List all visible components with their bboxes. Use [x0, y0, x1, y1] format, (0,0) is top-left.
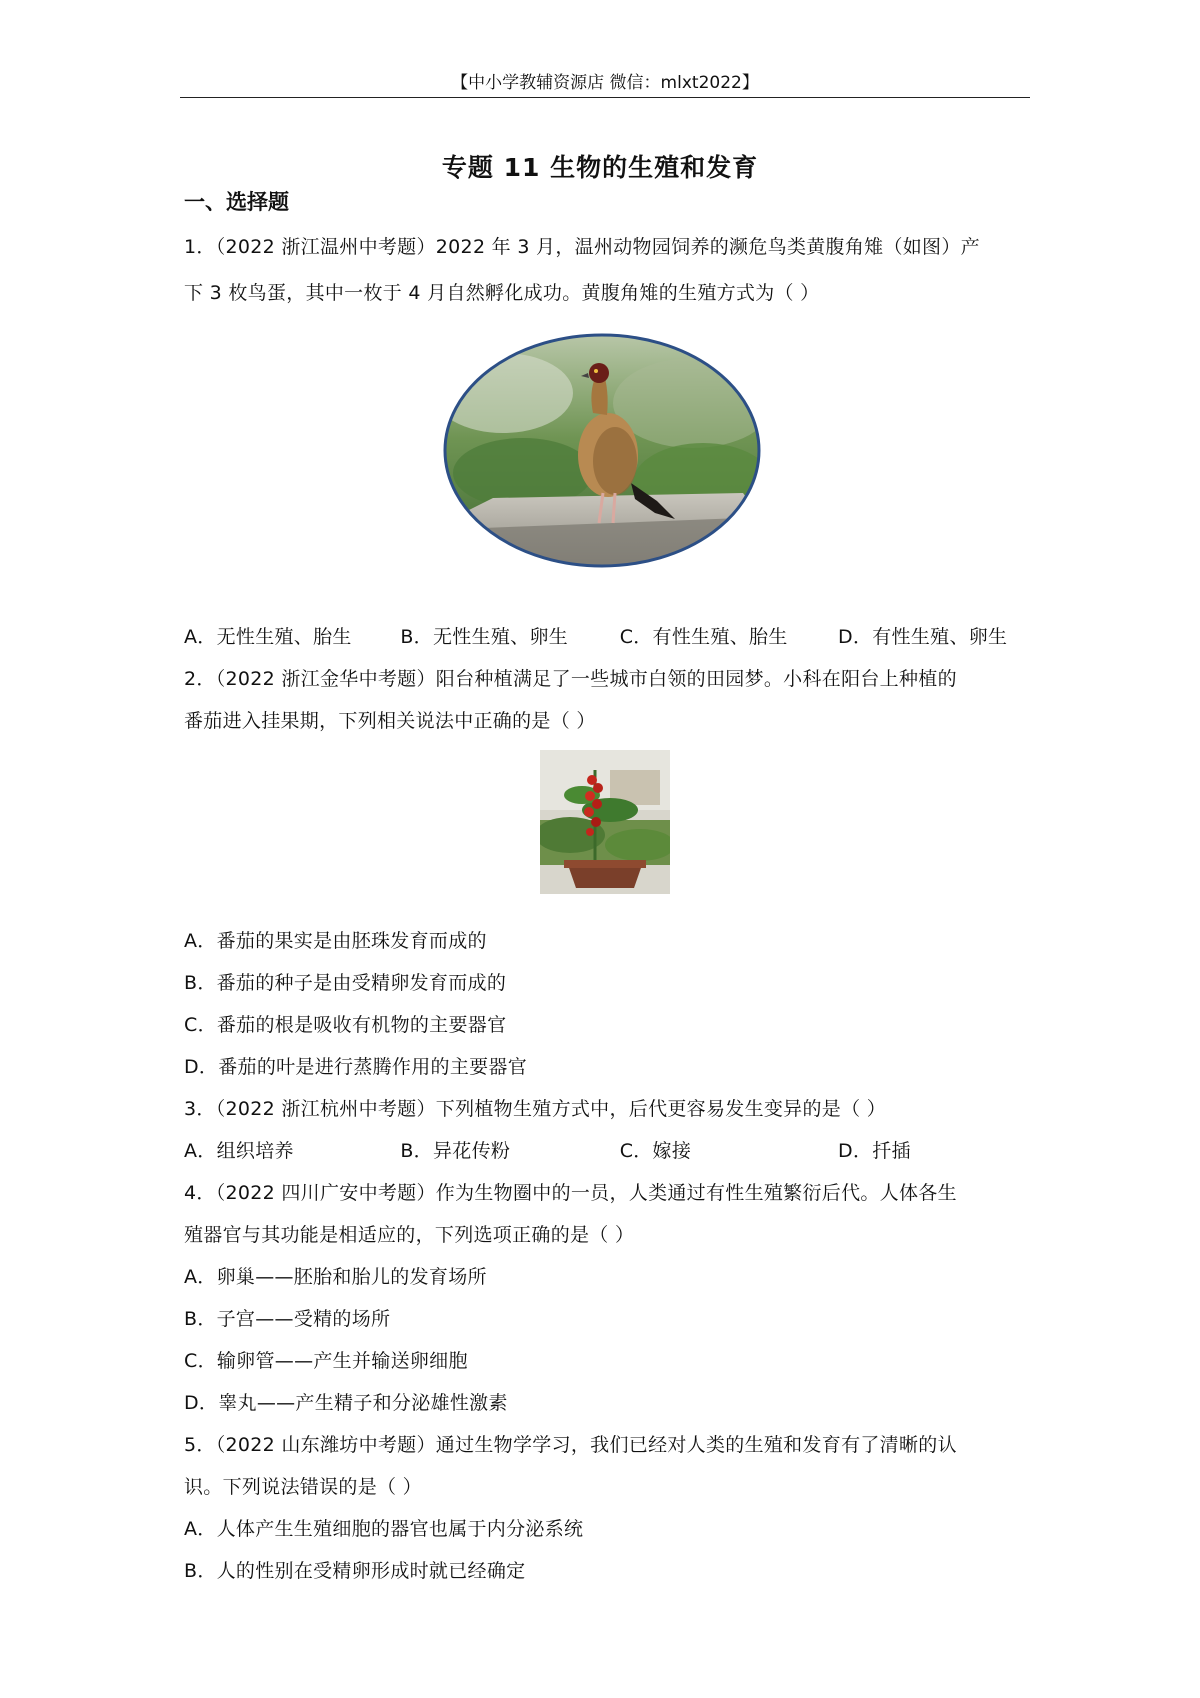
q4-text-line2: 殖器官与其功能是相适应的，下列选项正确的是（ ） — [184, 1224, 635, 1246]
q3-option-d[interactable]: D．扦插 — [838, 1140, 911, 1162]
page-title: 专题 11 生物的生殖和发育 — [441, 153, 759, 182]
q3-option-c[interactable]: C．嫁接 — [619, 1140, 692, 1162]
bird-photo — [443, 333, 761, 568]
q1-option-d[interactable]: D．有性生殖、卵生 — [838, 626, 1008, 648]
q2-option-d[interactable]: D．番茄的叶是进行蒸腾作用的主要器官 — [184, 1056, 528, 1078]
q1-text-line1: 1．（2022 浙江温州中考题）2022 年 3 月，温州动物园饲养的濒危鸟类黄腹角雉（如图）产 — [184, 236, 980, 258]
q2-option-b[interactable]: B．番茄的种子是由受精卵发育而成的 — [184, 972, 507, 994]
page-header: 【中小学教辅资源店 微信：mlxt2022】 — [451, 73, 759, 93]
q1-text-line2: 下 3 枚鸟蛋，其中一枚于 4 月自然孵化成功。黄腹角雉的生殖方式为（ ） — [184, 282, 820, 304]
q5-option-b[interactable]: B．人的性别在受精卵形成时就已经确定 — [184, 1560, 526, 1582]
q2-option-a[interactable]: A．番茄的果实是由胚珠发育而成的 — [184, 930, 487, 952]
q5-text-line2: 识。下列说法错误的是（ ） — [184, 1476, 422, 1498]
q3-text-line1: 3．（2022 浙江杭州中考题）下列植物生殖方式中，后代更容易发生变异的是（ ） — [184, 1098, 887, 1120]
q1-options — [184, 622, 1007, 649]
q1-option-b[interactable]: B．无性生殖、卵生 — [400, 626, 569, 648]
q4-option-c[interactable]: C．输卵管——产生并输送卵细胞 — [184, 1350, 468, 1372]
q4-option-a[interactable]: A．卵巢——胚胎和胎儿的发育场所 — [184, 1266, 487, 1288]
q5-option-a[interactable]: A．人体产生生殖细胞的器官也属于内分泌系统 — [184, 1518, 584, 1540]
q2-text-line1: 2．（2022 浙江金华中考题）阳台种植满足了一些城市白领的田园梦。小科在阳台上种植的 — [184, 668, 957, 690]
q5-text-line1: 5．（2022 山东潍坊中考题）通过生物学学习，我们已经对人类的生殖和发育有了清晰的认 — [184, 1434, 957, 1456]
q4-option-d[interactable]: D．睾丸——产生精子和分泌雄性激素 — [184, 1392, 508, 1414]
q4-text-line1: 4．（2022 四川广安中考题）作为生物圈中的一员，人类通过有性生殖繁衍后代。人体各生 — [184, 1182, 957, 1204]
tomato-plant-photo — [540, 750, 670, 894]
q1-option-a[interactable]: A．无性生殖、胎生 — [184, 626, 352, 648]
q2-option-c[interactable]: C．番茄的根是吸收有机物的主要器官 — [184, 1014, 507, 1036]
q4-option-b[interactable]: B．子宫——受精的场所 — [184, 1308, 391, 1330]
q3-option-a[interactable]: A．组织培养 — [184, 1140, 294, 1162]
section-heading: 一、选择题 — [184, 190, 289, 214]
q1-option-c[interactable]: C．有性生殖、胎生 — [619, 626, 788, 648]
q3-option-b[interactable]: B．异花传粉 — [400, 1140, 511, 1162]
q2-text-line2: 番茄进入挂果期，下列相关说法中正确的是（ ） — [184, 710, 596, 732]
q3-options — [184, 1136, 911, 1163]
header-rule — [180, 97, 1030, 98]
